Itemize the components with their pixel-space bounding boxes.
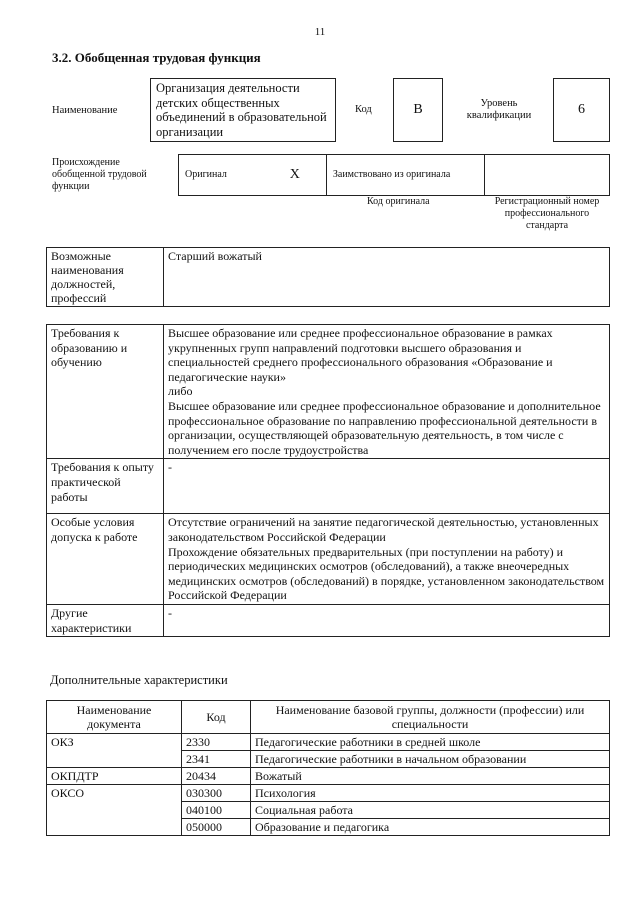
col-name-header: Наименование базовой группы, должности (профессии) или специальности (251, 701, 610, 734)
positions-label: Возможные наименования должностей, профессий (47, 248, 164, 307)
admission-value-medical: Прохождение обязательных предварительных (при поступлении на работу) и периодических медицинских осмотров (обследований), а также внеочередных медицинских осмотров (обследований) в порядке, установленном законодательством Российской Федерации (168, 544, 605, 603)
col-code-header: Код (182, 701, 251, 734)
name-value: Организация деятельности детских общественных объединений в образовательной организации (156, 81, 327, 139)
table-cell-name: Психология (251, 785, 610, 802)
admission-cell (164, 514, 610, 605)
table-cell-code: 2330 (182, 734, 251, 751)
edu-req-or: либо (168, 384, 193, 399)
table-cell-code: 040100 (182, 802, 251, 819)
code-value-box (393, 78, 443, 142)
exp-req-label: Требования к опыту практической работы (47, 459, 164, 514)
admission-value: Отсутствие ограничений на занятие педагогической деятельностью, установленных законодательством Российской Федерации (168, 515, 599, 544)
origin-table (178, 154, 610, 196)
other-label: Другие характеристики (47, 604, 164, 636)
okpdtr-doc: ОКПДТР (47, 768, 182, 785)
exp-req-value: - (164, 459, 610, 514)
admission-label: Особые условия допуска к работе (47, 514, 164, 605)
origin-label: Происхождение обобщенной трудовой функции (52, 157, 147, 192)
table-cell-name: Образование и педагогика (251, 819, 610, 836)
table-cell-code: 20434 (182, 768, 251, 785)
name-value-box (150, 78, 336, 142)
code-value: B (413, 102, 423, 117)
level-value: 6 (578, 102, 585, 117)
code-original-caption: Код оригинала (367, 196, 430, 207)
table-cell-name: Вожатый (251, 768, 610, 785)
table-cell-code: 2341 (182, 751, 251, 768)
requirements-table (46, 324, 610, 637)
borrowed-cell (326, 155, 484, 196)
edu-req-label: Требования к образованию и обучению (47, 325, 164, 459)
level-label: Уровень квалификации (466, 98, 532, 121)
borrowed-label: Заимствовано из оригинала (332, 169, 451, 180)
page-number: 11 (314, 26, 326, 38)
original-label: Оригинал (185, 169, 227, 180)
edu-req-cell (164, 325, 610, 459)
name-label: Наименование (52, 105, 118, 116)
table-cell-code: 050000 (182, 819, 251, 836)
reg-cell (485, 155, 610, 196)
extra-title: Дополнительные характеристики (50, 673, 228, 687)
positions-value: Старший вожатый (164, 248, 610, 307)
extra-table (46, 700, 610, 836)
positions-table (46, 247, 610, 307)
level-value-box (553, 78, 610, 142)
original-mark: X (289, 167, 300, 182)
okz-doc: ОКЗ (47, 734, 182, 768)
edu-req-value-alt: Высшее образование или среднее профессиональное образование и дополнительное профессиональное образование по направлению профессиональной деятельности в организации, осуществляющей образовательную деятельность, в том числе с получением его после трудоустройства (168, 398, 601, 457)
edu-req-value: Высшее образование или среднее профессиональное образование в рамках укрупненных групп направлений подготовки высшего образования и специальностей среднего профессионального образования «Образование и педагогические науки» (168, 326, 553, 384)
original-cell (179, 155, 327, 196)
table-cell-name: Педагогические работники в средней школе (251, 734, 610, 751)
table-cell-name: Педагогические работники в начальном образовании (251, 751, 610, 768)
table-cell-code: 030300 (182, 785, 251, 802)
reg-number-caption: Регистрационный номер профессионального стандарта (494, 196, 600, 231)
col-doc-header: Наименование документа (47, 701, 182, 734)
section-title: 3.2. Обобщенная трудовая функция (52, 50, 261, 65)
okso-doc: ОКСО (47, 785, 182, 836)
table-cell-name: Социальная работа (251, 802, 610, 819)
other-value: - (164, 604, 610, 636)
code-label: Код (355, 104, 372, 115)
